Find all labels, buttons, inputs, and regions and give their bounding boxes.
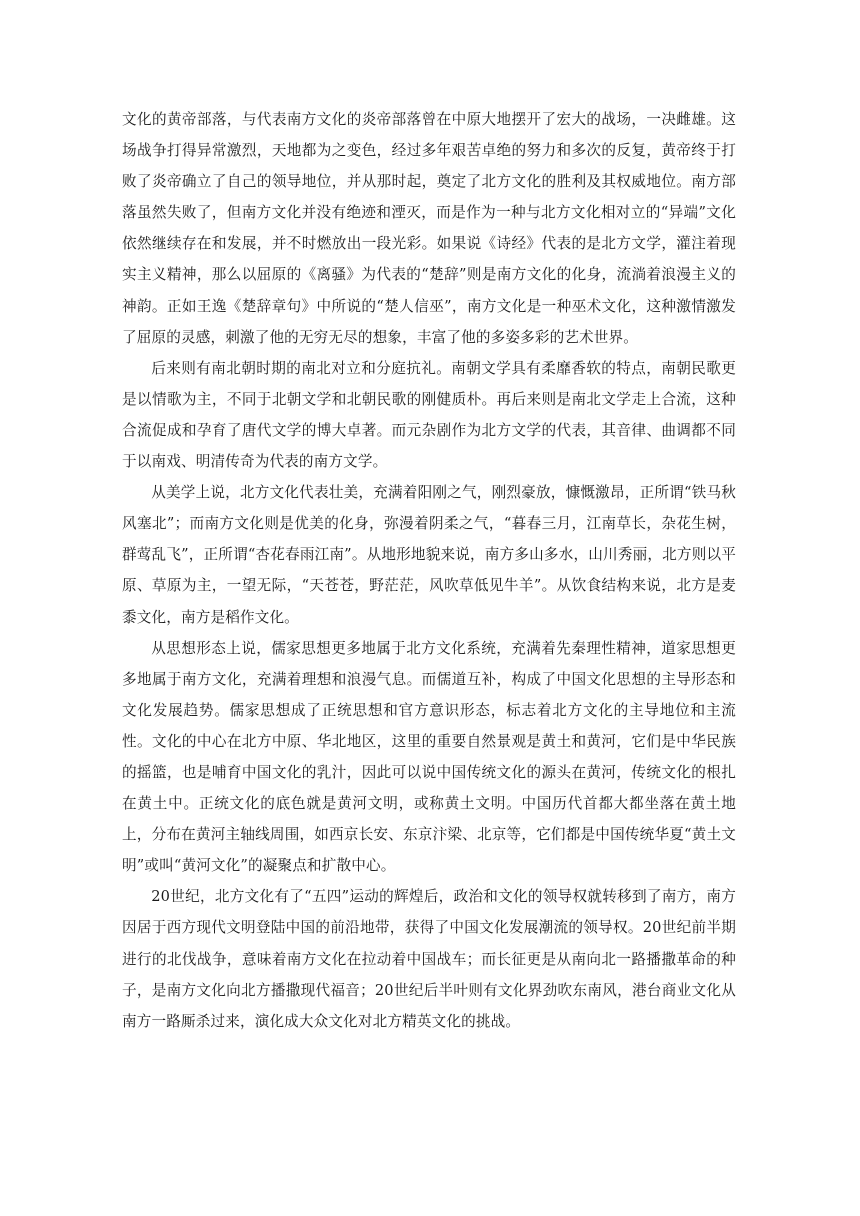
paragraph-5: 20世纪，北方文化有了“五四”运动的辉煌后，政治和文化的领导权就转移到了南方，南方因居于西方现代文明登陆中国的前沿地带，获得了中国文化发展潮流的领导权。20世纪前半期进行的北伐战争，意味着南方文化在拉动着中国战车；而长征更是从南向北一路播撒革命的种子，是南方文化向北方播撒现代福音；20世纪后半叶则有文化界劲吹东南风，港台商业文化从南方一路厮杀过来，演化成大众文化对北方精英文化的挑战。 (122, 888, 736, 1030)
paragraph-2: 后来则有南北朝时期的南北对立和分庭抗礼。南朝文学具有柔靡香软的特点，南朝民歌更是以情歌为主，不同于北朝文学和北朝民歌的刚健质朴。再后来则是南北文学走上合流，这种合流促成和孕育了唐代文学的博大卓著。而元杂剧作为北方文学的代表，其音律、曲调都不同于以南戏、明清传奇为代表的南方文学。 (122, 359, 736, 471)
paragraph-1: 文化的黄帝部落，与代表南方文化的炎帝部落曾在中原大地摆开了宏大的战场，一决雌雄。这场战争打得异常激烈，天地都为之变色，经过多年艰苦卓绝的努力和多次的反复，黄帝终于打败了炎帝确立了自己的领导地位，并从那时起，奠定了北方文化的胜利及其权威地位。南方部落虽然失败了，但南方文化并没有绝迹和湮灭，而是作为一种与北方文化相对立的“异端”文化依然继续存在和发展，并不时燃放出一段光彩。如果说《诗经》代表的是北方文学，灌注着现实主义精神，那么以屈原的《离骚》为代表的“楚辞”则是南方文化的化身，流淌着浪漫主义的神韵。正如王逸《楚辞章句》中所说的“楚人信巫”，南方文化是一种巫术文化，这种激情激发了屈原的灵感，刺激了他的无穷无尽的想象，丰富了他的多姿多彩的艺术世界。 (122, 111, 736, 346)
paragraph-4: 从思想形态上说，儒家思想更多地属于北方文化系统，充满着先秦理性精神，道家思想更多地属于南方文化，充满着理想和浪漫气息。而儒道互补，构成了中国文化思想的主导形态和文化发展趋势。儒家思想成了正统思想和官方意识形态，标志着北方文化的主导地位和主流性。文化的中心在北方中原、华北地区，这里的重要自然景观是黄土和黄河，它们是中华民族的摇篮，也是哺育中国文化的乳汁，因此可以说中国传统文化的源头在黄河，传统文化的根扎在黄土中。正统文化的底色就是黄河文明，或称黄土文明。中国历代首都大都坐落在黄土地上，分布在黄河主轴线周围，如西京长安、东京汴梁、北京等，它们都是中国传统华夏“黄土文明”或叫“黄河文化”的凝聚点和扩散中心。 (122, 639, 736, 875)
paragraph-3: 从美学上说，北方文化代表壮美，充满着阳刚之气，刚烈豪放，慷慨激昂，正所谓“铁马秋风塞北”；而南方文化则是优美的化身，弥漫着阴柔之气，“暮春三月，江南草长，杂花生树，群莺乱飞”，正所谓“杏花春雨江南”。从地形地貌来说，南方多山多水，山川秀丽，北方则以平原、草原为主，一望无际，“天苍苍，野茫茫，风吹草低见牛羊”。从饮食结构来说，北方是麦黍文化，南方是稻作文化。 (122, 484, 736, 626)
document-page (122, 104, 736, 1037)
